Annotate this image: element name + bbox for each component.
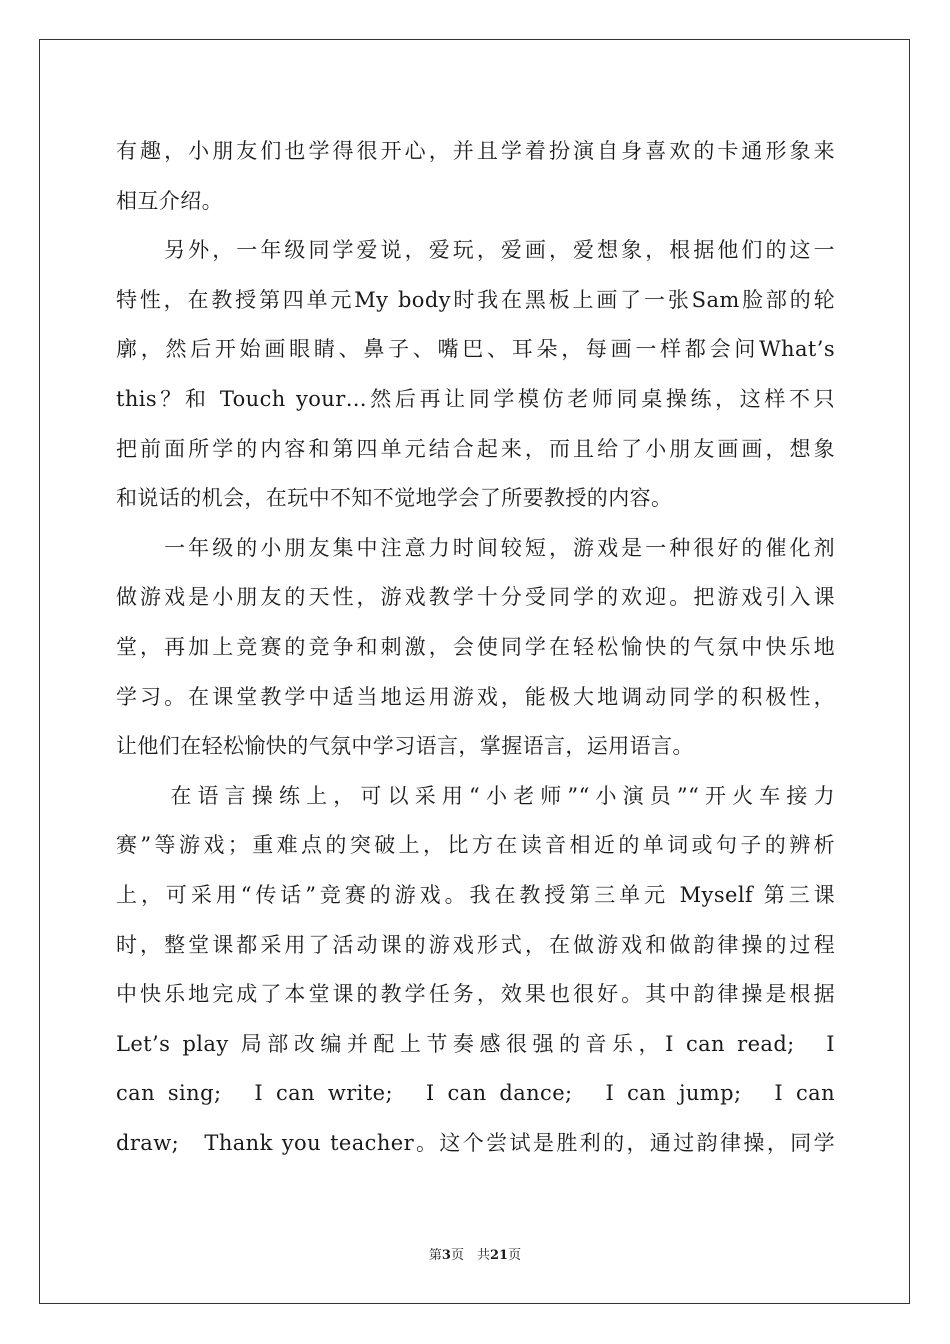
text-line: 上，可采用“传话”竞赛的游戏。我在教授第三单元 Myself 第三课 [116, 882, 835, 907]
text-line: 另外，一年级同学爱说，爱玩，爱画，爱想象，根据他们的这一 [116, 238, 835, 263]
footer-middle: 页 共 [450, 1248, 490, 1263]
text-line: 特性，在教授第四单元My body时我在黑板上画了一张Sam脸部的轮 [116, 287, 835, 312]
text-line: Let’s play 局部改编并配上节奏感很强的音乐，I can read; I [116, 1031, 835, 1056]
text-line: 相互介绍。 [116, 188, 223, 213]
footer-total-pages: 21 [489, 1248, 509, 1263]
text-line: 在语言操练上，可以采用“小老师”“小演员”“开火车接力 [116, 783, 835, 808]
text-line: 有趣，小朋友们也学得很开心，并且学着扮演自身喜欢的卡通形象来 [116, 139, 835, 163]
text-line: 一年级的小朋友集中注意力时间较短，游戏是一种很好的催化剂 [116, 535, 835, 560]
text-line: can sing; I can write; I can dance; I can jump; I can [116, 1081, 835, 1106]
text-line: 和说话的机会，在玩中不知不觉地学会了所要教授的内容。 [116, 486, 673, 511]
text-line: 让他们在轻松愉快的气氛中学习语言，掌握语言，运用语言。 [116, 734, 694, 759]
text-line: 时，整堂课都采用了活动课的游戏形式，在做游戏和做韵律操的过程 [116, 932, 835, 957]
text-line: this？和 Touch your…然后再让同学模仿老师同桌操练，这样不只 [116, 386, 835, 411]
text-line: 廓，然后开始画眼睛、鼻子、嘴巴、耳朵，每画一样都会问What’s [116, 337, 835, 362]
text-line: draw; Thank you teacher。这个尝试是胜利的，通过韵律操，同学 [116, 1130, 835, 1155]
document-body [116, 127, 835, 1168]
text-line: 中快乐地完成了本堂课的教学任务，效果也很好。其中韵律操是根据 [116, 982, 835, 1007]
footer-prefix: 第 [428, 1248, 442, 1263]
text-line: 赛”等游戏；重难点的突破上，比方在读音相近的单词或句子的辨析 [116, 833, 835, 858]
text-line: 把前面所学的内容和第四单元结合起来，而且给了小朋友画画，想象 [116, 436, 835, 461]
footer-page-number: 3 [441, 1248, 451, 1263]
footer-suffix: 页 [508, 1248, 522, 1263]
page-footer [0, 1244, 950, 1263]
text-line: 学习。在课堂教学中适当地运用游戏，能极大地调动同学的积极性， [116, 684, 835, 709]
text-line: 做游戏是小朋友的天性，游戏教学十分受同学的欢迎。把游戏引入课 [116, 585, 835, 610]
text-line: 堂，再加上竞赛的竞争和刺激，会使同学在轻松愉快的气氛中快乐地 [116, 634, 835, 659]
